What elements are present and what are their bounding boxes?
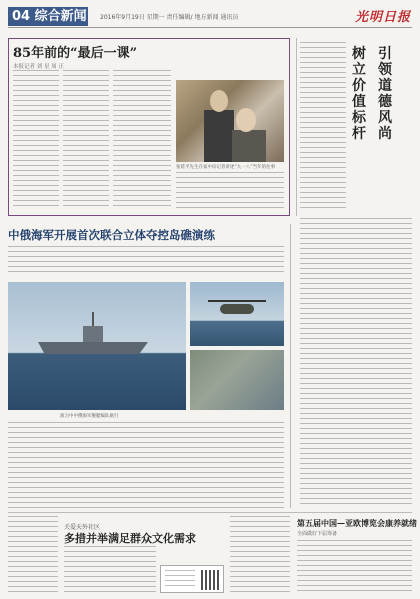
bottom-middle-text: [230, 516, 290, 594]
news2-intro-text: [8, 246, 284, 276]
news2-photo-caption: 演习中中俄海军舰艇编队航行: [60, 414, 119, 419]
ad-box: [160, 565, 224, 593]
feature-photo: [176, 80, 284, 162]
feature-title: 85年前的“最后一课”: [13, 46, 138, 61]
news3-title: 多措并举满足群众文化需求: [64, 532, 196, 545]
news4-title: 第五届中国—亚欧博览会康养就绪: [297, 518, 417, 528]
column-divider: [290, 224, 291, 508]
sidebar-title-2: 引领道德风尚: [378, 46, 392, 142]
feature-body-col2: [63, 70, 109, 210]
helicopter-photo: [190, 282, 284, 346]
date-line: 2016年9月19日 星期一 责任编辑/ 地方新闻 通讯员: [100, 14, 239, 21]
section-name: 综合新闻: [34, 9, 87, 24]
feature-body-col4: [176, 172, 284, 210]
feature-photo-caption: 张延平先生在家中向记者讲述“九一八”当年的往事: [176, 165, 276, 170]
horizontal-divider: [8, 512, 412, 513]
island-photo: [190, 350, 284, 410]
newspaper-logo: 光明日报: [355, 10, 412, 25]
bottom-left-text: [8, 516, 58, 594]
feature-body-col1: [13, 70, 59, 210]
page-number: 04: [12, 9, 31, 24]
sidebar-body-text: [300, 42, 346, 212]
qr-code-icon: [201, 570, 221, 590]
news3-body-text: [64, 546, 156, 594]
section-tag: [8, 7, 88, 26]
feature-body-col3: [113, 70, 171, 210]
feature-byline: 本报记者 刘 星 周 正: [13, 64, 64, 70]
warship-photo: [8, 282, 186, 410]
sidebar-title-1: 树立价值标杆: [352, 46, 366, 142]
news2-title: 中俄海军开展首次联合立体夺控岛礁演练: [8, 228, 215, 242]
column-divider: [296, 38, 297, 216]
news4-subtitle: 全面做好下届筹备: [297, 531, 338, 537]
news4-body-text: [297, 540, 412, 594]
news3-kicker: 关爱天外社区: [64, 524, 101, 531]
news2-body-text: [8, 422, 284, 508]
right-column-body: [300, 218, 412, 508]
